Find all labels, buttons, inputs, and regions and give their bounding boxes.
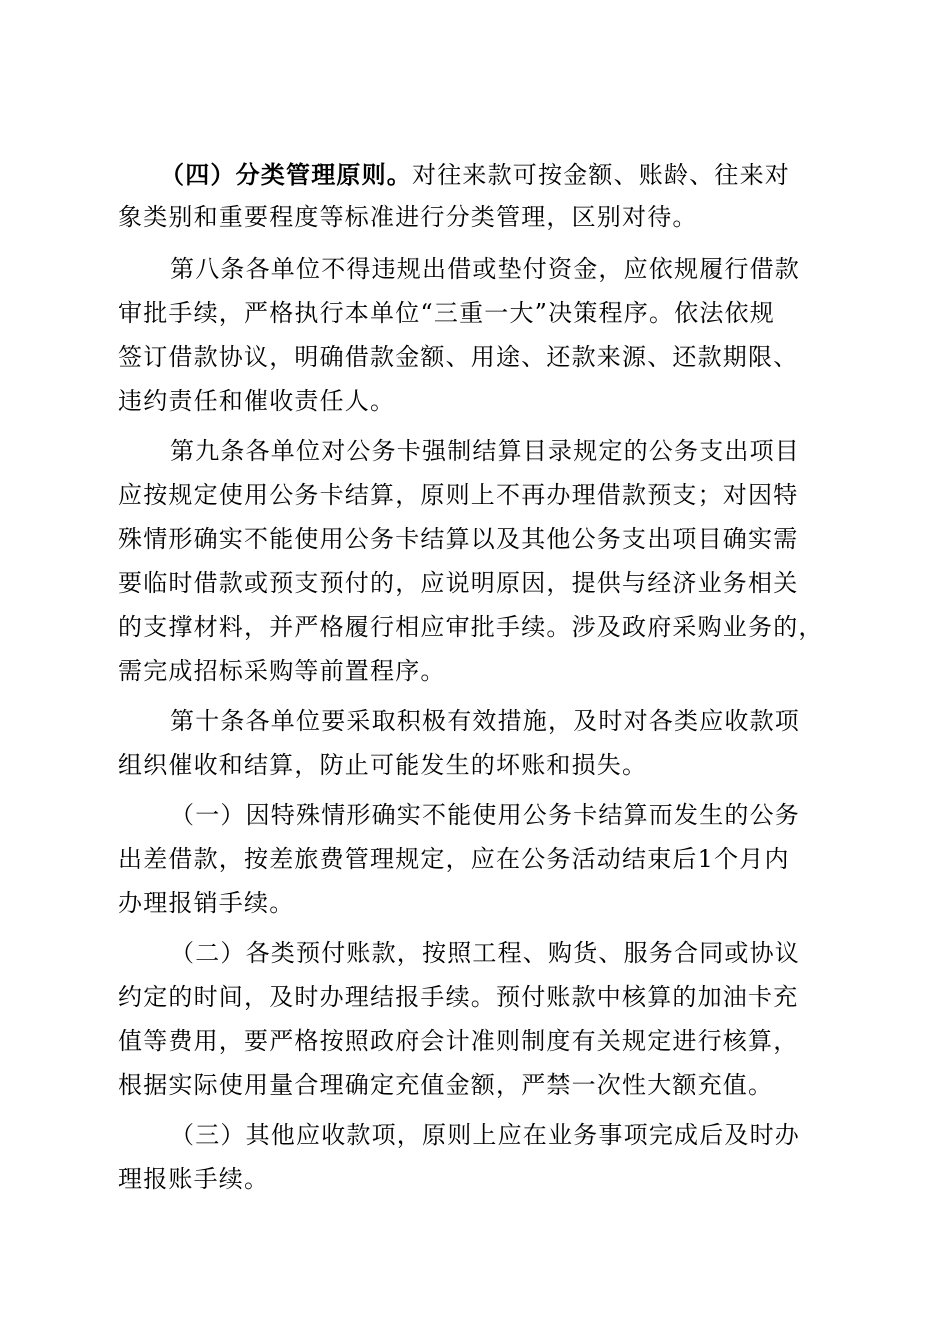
paragraph-line: 签订借款协议，明确借款金额、用途、还款来源、还款期限、 [118,343,799,371]
paragraph-line: （二）各类预付账款，按照工程、购货、服务合同或协议 [170,939,800,967]
paragraph-line: 第八条各单位不得违规出借或垫付资金，应依规履行借款 [170,255,800,283]
line-text: 对往来款可按金额、账龄、往来对 [412,161,790,189]
paragraph-line: 第九条各单位对公务卡强制结算目录规定的公务支出项目 [170,437,800,465]
section-heading: （四）分类管理原则。 [160,160,412,189]
paragraph-line: 组织催收和结算，防止可能发生的坏账和损失。 [118,751,648,779]
paragraph-line: （三）其他应收款项，原则上应在业务事项完成后及时办 [170,1121,800,1149]
paragraph-line: 审批手续，严格执行本单位“三重一大”决策程序。依法依规 [118,299,775,327]
paragraph-line: 应按规定使用公务卡结算，原则上不再办理借款预支；对因特 [118,481,799,509]
paragraph-line: （一）因特殊情形确实不能使用公务卡结算而发生的公务 [170,801,800,829]
paragraph-line: 要临时借款或预支预付的，应说明原因，提供与经济业务相关 [118,569,799,597]
paragraph-line: 违约责任和催收责任人。 [118,387,396,415]
paragraph-line: 约定的时间，及时办理结报手续。预付账款中核算的加油卡充 [118,983,799,1011]
paragraph-line: 殊情形确实不能使用公务卡结算以及其他公务支出项目确实需 [118,525,799,553]
paragraph-line: 办理报销手续。 [118,889,295,917]
paragraph-line: 根据实际使用量合理确定充值金额，严禁一次性大额充值。 [118,1071,774,1099]
paragraph-line: 理报账手续。 [118,1165,270,1193]
paragraph-line: 第十条各单位要采取积极有效措施，及时对各类应收款项 [170,707,800,735]
paragraph-line [160,158,790,192]
paragraph-line: 象类别和重要程度等标准进行分类管理，区别对待。 [118,203,698,231]
paragraph-line: 出差借款，按差旅费管理规定，应在公务活动结束后1个月内 [118,845,790,873]
paragraph-line: 的支撑材料，并严格履行相应审批手续。涉及政府采购业务的， [118,613,824,641]
paragraph-line: 需完成招标采购等前置程序。 [118,657,446,685]
paragraph-line: 值等费用，要严格按照政府会计准则制度有关规定进行核算， [118,1027,799,1055]
